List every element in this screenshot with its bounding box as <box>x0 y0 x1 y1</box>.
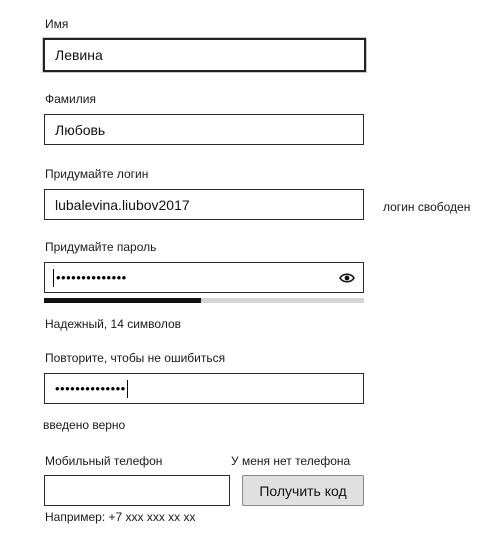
login-status: логин свободен <box>383 200 471 214</box>
password-confirm-status: введено верно <box>43 418 126 432</box>
last-name-field[interactable] <box>44 114 364 145</box>
first-name-field[interactable] <box>43 38 366 72</box>
login-value: lubalevina.liubov2017 <box>55 196 190 213</box>
first-name-value: Левина <box>55 47 103 63</box>
login-label: Придумайте логин <box>45 167 149 181</box>
text-caret <box>127 380 128 398</box>
password-strength-fill <box>44 298 201 303</box>
password-strength-text: Надежный, 14 символов <box>45 317 182 331</box>
last-name-label: Фамилия <box>45 92 96 106</box>
last-name-value: Любовь <box>55 121 106 138</box>
get-code-button[interactable]: Получить код <box>242 475 364 506</box>
no-phone-link[interactable]: У меня нет телефона <box>231 454 351 468</box>
phone-field[interactable] <box>44 475 230 506</box>
password-confirm-label: Повторите, чтобы не ошибиться <box>45 351 226 365</box>
password-confirm-masked-value: •••••••••••••• <box>55 381 126 396</box>
password-label: Придумайте пароль <box>45 240 157 254</box>
phone-hint: Например: +7 xxx xxx xx xx <box>45 510 196 524</box>
password-masked-value: •••••••••••••• <box>56 270 127 285</box>
password-confirm-field[interactable] <box>44 373 364 404</box>
first-name-label: Имя <box>45 17 69 31</box>
login-field[interactable] <box>44 189 364 220</box>
phone-label: Мобильный телефон <box>45 454 163 468</box>
password-strength-bar <box>44 298 364 303</box>
eye-icon[interactable] <box>339 272 355 284</box>
text-caret <box>53 269 54 287</box>
password-field[interactable] <box>44 262 364 293</box>
